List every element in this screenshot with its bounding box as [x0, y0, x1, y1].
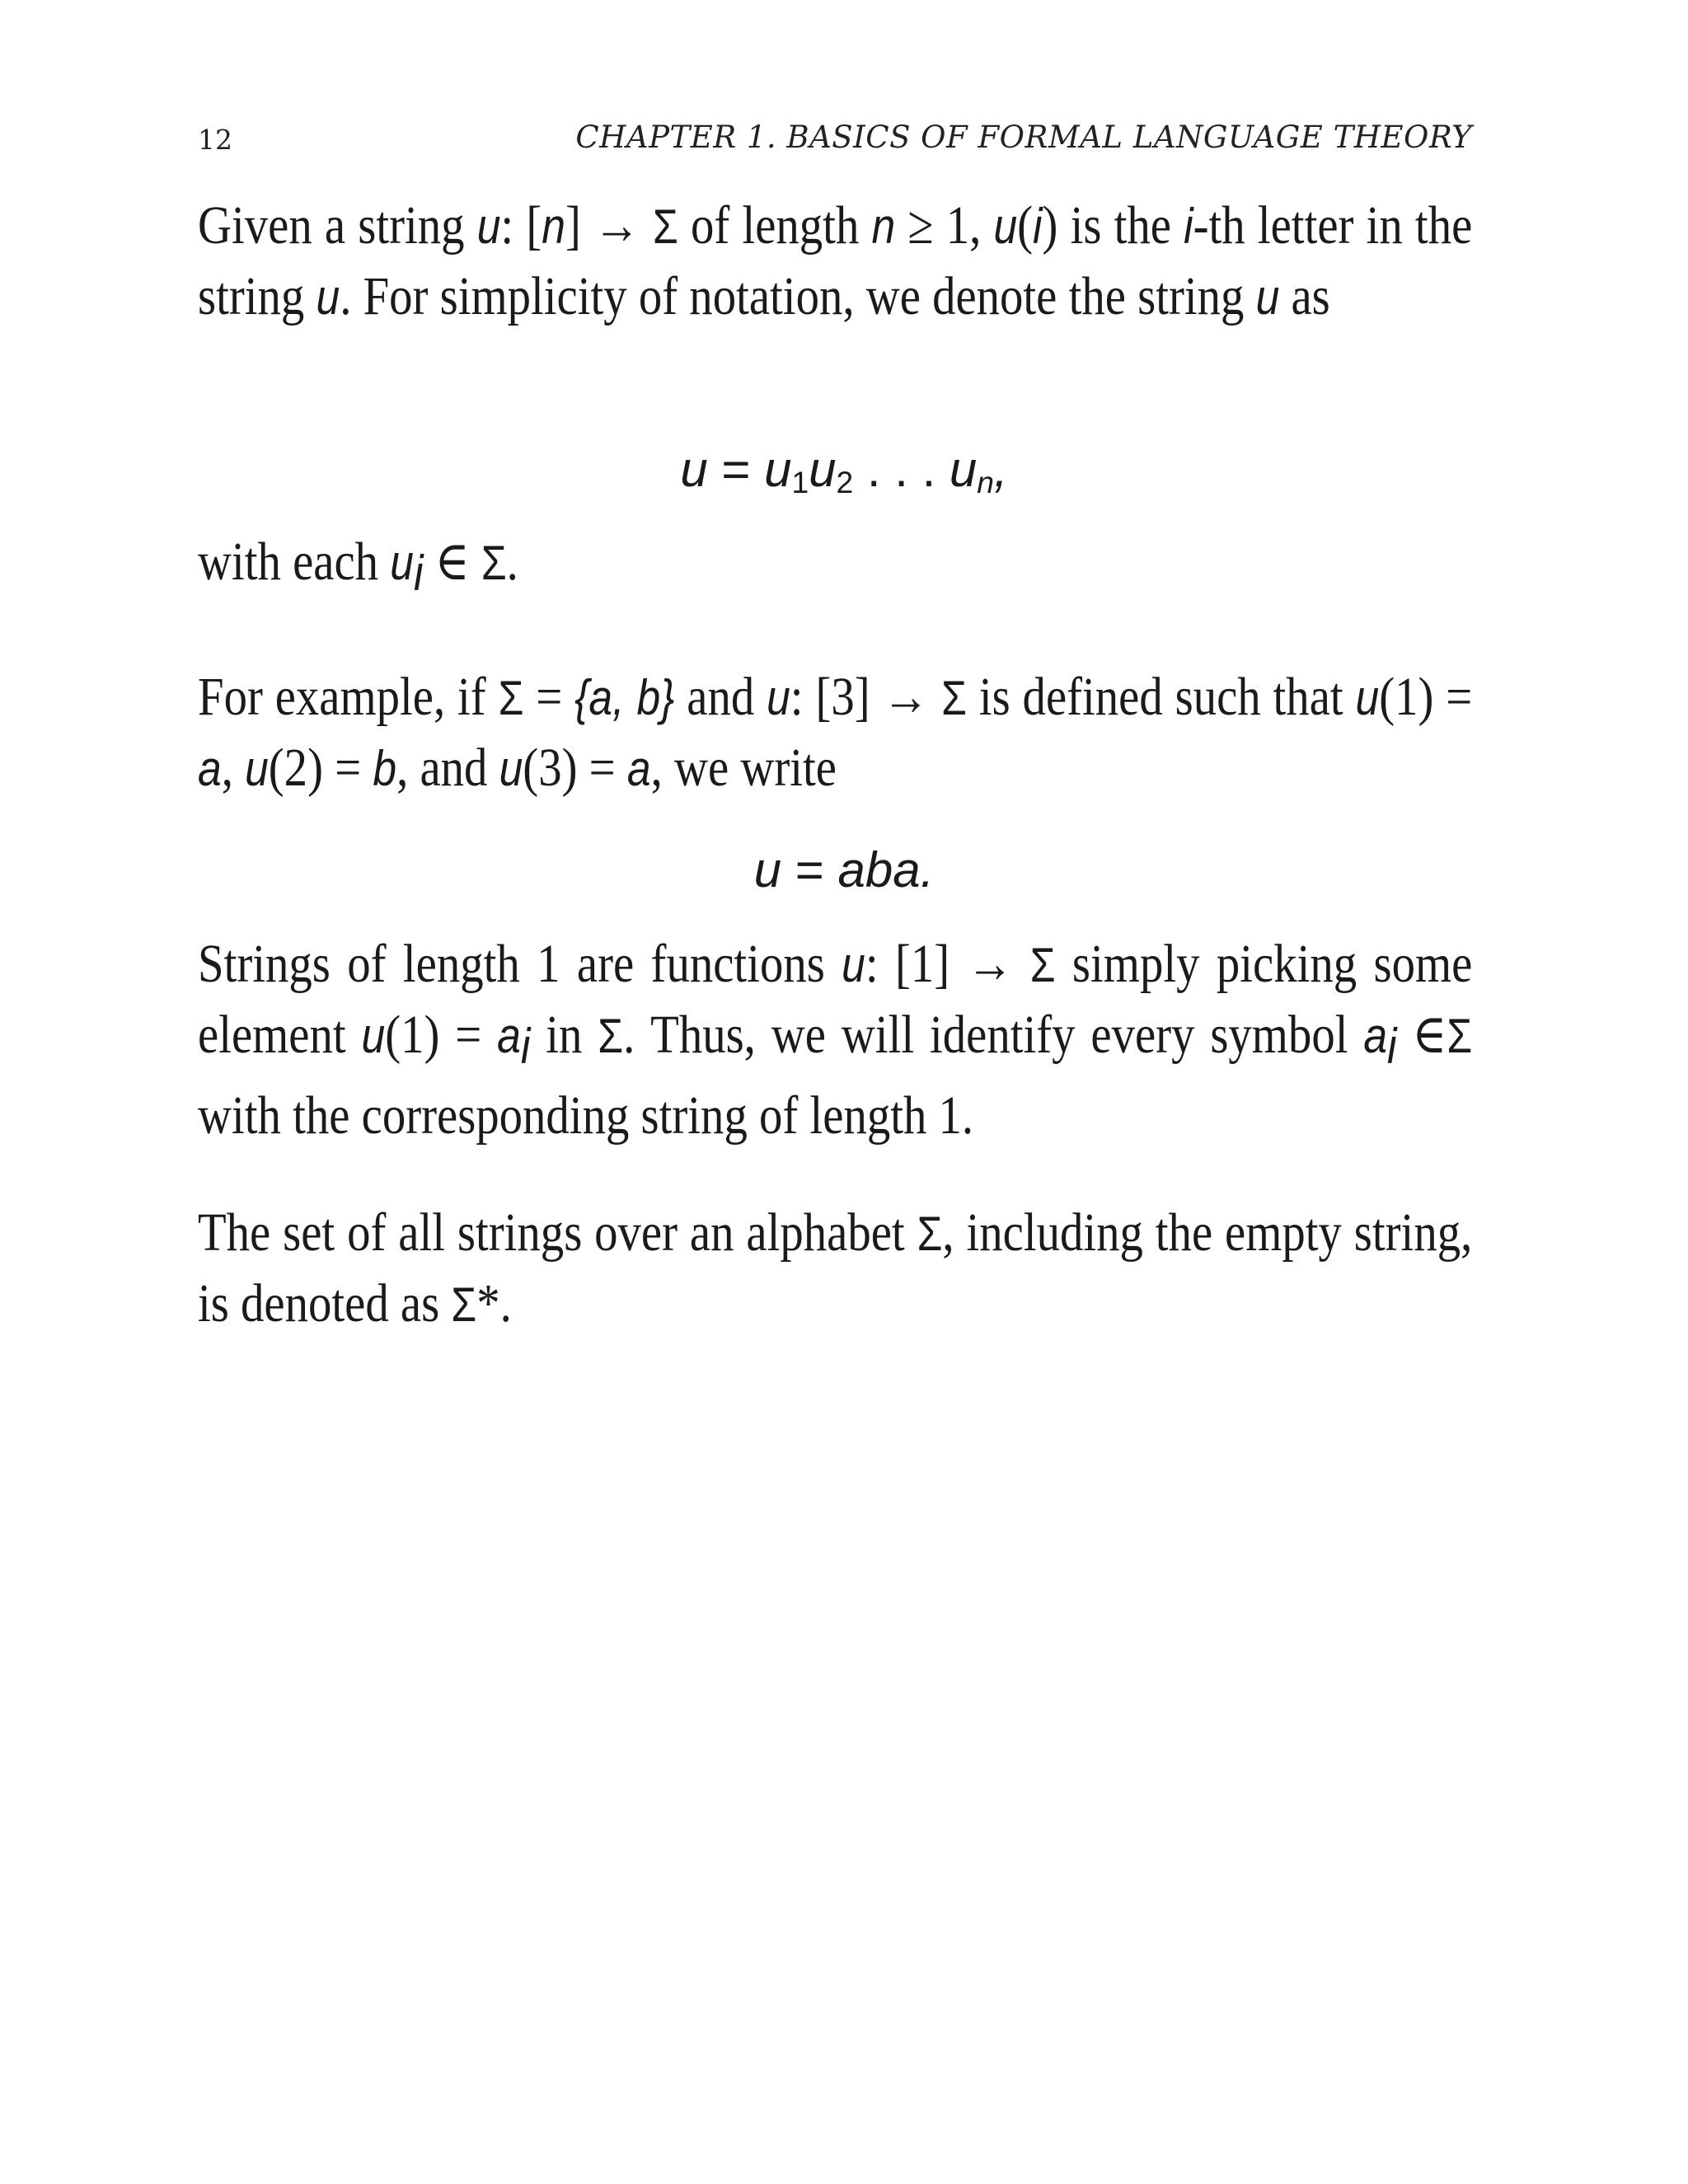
paragraph-example [198, 663, 1472, 804]
text: , we write [650, 738, 837, 798]
math-var: u [245, 741, 269, 796]
page-number: 12 [198, 124, 232, 156]
math-var: u [390, 535, 414, 590]
text: with the corresponding string of length 1. [198, 1085, 974, 1146]
math-var: u [842, 937, 865, 992]
text: ∈ [1396, 1005, 1447, 1065]
math-string: aba. [837, 842, 935, 898]
math-var: a [626, 741, 651, 796]
math-var: i [1184, 199, 1193, 254]
sigma-symbol: Σ [481, 537, 507, 590]
text: ≥ 1, [895, 195, 994, 255]
text: with each [198, 532, 391, 592]
sigma-symbol: Σ [598, 1010, 624, 1063]
text: . For simplicity of notation, we denote the string [340, 266, 1256, 326]
equals-sign: = [707, 442, 765, 497]
sigma-symbol: Σ [941, 672, 967, 725]
math-var: u [949, 442, 978, 497]
text: ) is the [1042, 195, 1184, 255]
text: : [1] → [865, 934, 1030, 994]
text: ( [1017, 195, 1034, 255]
text: , and [396, 738, 499, 798]
subscript: i [1387, 1019, 1397, 1075]
math-var: a [198, 741, 222, 796]
text: : [ [500, 195, 542, 255]
subscript: i [413, 546, 424, 602]
subscript: n [977, 465, 994, 500]
sigma-symbol: Σ [1447, 1010, 1473, 1063]
text: in [530, 1005, 598, 1065]
sigma-symbol: Σ [917, 1207, 943, 1261]
text: -th letter in the string [198, 195, 1473, 326]
math-var: u [753, 842, 782, 898]
math-var: a [1363, 1008, 1388, 1063]
comma: , [993, 442, 1008, 497]
math-var: u [680, 442, 708, 497]
paragraph-length-one-strings [198, 930, 1472, 1151]
sigma-symbol: Σ [498, 672, 524, 725]
text: (2) = [268, 738, 373, 798]
text: (1) = [1379, 667, 1473, 727]
math-set: {a, b} [574, 670, 675, 725]
text: The set of all strings over an alphabet [198, 1202, 917, 1263]
math-var: u [809, 442, 837, 497]
math-var: u [767, 670, 790, 725]
paragraph-string-definition [198, 191, 1472, 332]
equals-sign: = [781, 842, 838, 898]
text: as [1279, 266, 1330, 326]
sigma-symbol: Σ [1029, 939, 1056, 992]
paragraph-each-ui [198, 527, 1294, 608]
paragraph-sigma-star [198, 1198, 1472, 1340]
text: (1) = [385, 1005, 498, 1065]
text: of length [678, 195, 872, 255]
text: . Thus, we will identify every symbol [623, 1005, 1364, 1065]
math-var: u [476, 199, 501, 254]
display-equation-aba [0, 837, 1688, 903]
display-equation-string [0, 437, 1688, 515]
math-var: a [497, 1008, 521, 1063]
subscript: i [520, 1019, 531, 1075]
ellipsis: . . . [853, 442, 950, 497]
text: (3) = [523, 738, 627, 798]
text: For example, if [198, 667, 499, 727]
text: = [523, 667, 575, 727]
text: simply picking some element [198, 934, 1473, 1065]
text: . [506, 532, 518, 592]
math-var: u [764, 442, 792, 497]
sigma-symbol: Σ [652, 200, 678, 254]
text: ∈ [423, 532, 481, 592]
text: *. [476, 1273, 512, 1333]
text: and [674, 667, 767, 727]
math-var: u [1355, 670, 1380, 725]
math-var: u [316, 269, 340, 325]
math-var: b [373, 741, 397, 796]
text: is defined such that [966, 667, 1356, 727]
math-var: u [361, 1008, 386, 1063]
math-var: u [1255, 269, 1280, 325]
math-var: n [871, 199, 896, 254]
text: , [221, 738, 246, 798]
text: : [3] → [790, 667, 942, 727]
text: Given a string [198, 195, 477, 255]
math-var: n [542, 199, 565, 254]
sigma-symbol: Σ [451, 1278, 477, 1332]
text: , including the empty string, is denoted as [198, 1202, 1473, 1333]
text: ] → [565, 195, 653, 255]
page-header [198, 115, 1472, 165]
subscript: 1 [791, 465, 809, 500]
math-var: i [1033, 199, 1043, 254]
running-head: CHAPTER 1. BASICS OF FORMAL LANGUAGE THEORY [575, 120, 1472, 155]
math-var: u [993, 199, 1018, 254]
math-var: u [499, 741, 523, 796]
text: Strings of length 1 are functions [198, 934, 842, 994]
subscript: 2 [836, 465, 854, 500]
